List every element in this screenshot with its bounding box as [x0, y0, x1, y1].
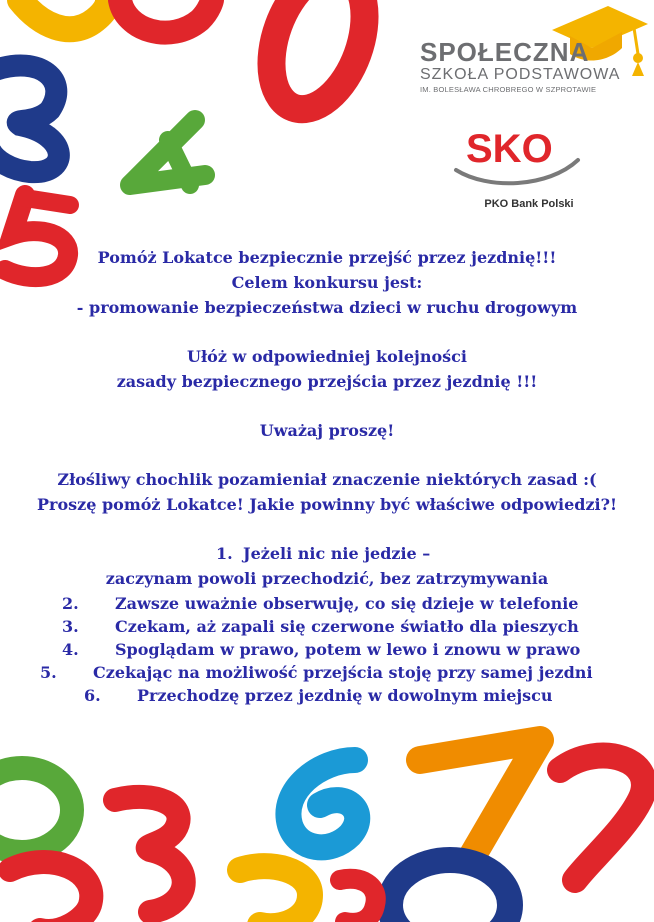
red-digit-top	[120, 0, 212, 33]
rule-text: Czekam, aż zapali się czerwone światło dla pieszych	[115, 617, 579, 636]
navy-eight	[390, 860, 510, 922]
rule-item-2	[0, 591, 654, 614]
pko-bank-label: PKO Bank Polski	[484, 198, 574, 210]
red-zero-top	[254, 0, 382, 122]
task-line2: zasady bezpiecznego przejścia przez jezdnię !!!	[116, 372, 538, 391]
rule-number: 3.	[62, 617, 79, 636]
school-name-line3: IM. BOLESŁAWA CHROBREGO W SZPROTAWIE	[420, 85, 597, 94]
rule-text: Czekając na możliwość przejścia stoję przy samej jezdni	[93, 663, 593, 682]
school-name-line2: SZKOŁA PODSTAWOWA	[420, 66, 621, 83]
navy-three-left	[0, 66, 59, 173]
sko-logo-text: SKO	[466, 127, 553, 171]
intro-line2: Celem konkursu jest:	[231, 273, 423, 292]
rule-text: Spoglądam w prawo, potem w lewo i znowu w prawo	[115, 640, 581, 659]
yellow-eight	[240, 866, 310, 922]
rule-number: 4.	[62, 640, 79, 659]
flyer-content	[0, 245, 654, 706]
red-three-bottom	[115, 797, 184, 912]
story-line2: Proszę pomóż Lokatce! Jakie powinny być właściwe odpowiedzi?!	[36, 495, 617, 514]
school-name-line1: SPOŁECZNA	[420, 37, 590, 67]
intro-line1: Pomóż Lokatce bezpiecznie przejść przez jezdnię!!!	[97, 248, 557, 267]
rule-number: 5.	[40, 663, 57, 682]
yellow-digit-top	[20, 0, 108, 29]
rule-text: Jeżeli nic nie jedzie –	[243, 544, 431, 563]
red-digit-bottom-mid	[340, 879, 376, 922]
rule-item-1	[0, 541, 654, 566]
intro-line3: - promowanie bezpieczeństwa dzieci w ruchu drogowym	[76, 298, 578, 317]
task-line1: Ułóż w odpowiedniej kolejności	[187, 347, 467, 366]
rule-text: Przechodzę przez jezdnię w dowolnym miejscu	[137, 686, 553, 705]
blue-six	[288, 760, 357, 847]
warning-text: Uważaj proszę!	[259, 421, 395, 440]
green-zero-bottom	[0, 768, 72, 852]
rule-item-5	[0, 660, 654, 683]
rule-number: 6.	[84, 686, 101, 705]
rule-item-3	[0, 614, 654, 637]
rule-number: 2.	[62, 594, 79, 613]
rule-1-continuation: zaczynam powoli przechodzić, bez zatrzymywania	[105, 569, 549, 588]
school-name	[420, 38, 650, 96]
rule-item-4	[0, 637, 654, 660]
red-two-right	[560, 756, 644, 880]
rule-text: Zawsze uważnie obserwuję, co się dzieje w telefonie	[115, 594, 579, 613]
rule-item-6	[0, 683, 654, 706]
red-five-top	[25, 198, 70, 205]
orange-seven	[420, 740, 540, 860]
sko-logo	[448, 118, 588, 208]
story-line1: Złośliwy chochlik pozamieniał znaczenie niektórych zasad :(	[57, 470, 597, 489]
red-two-bottom	[10, 862, 91, 922]
rule-number: 1.	[216, 544, 233, 563]
